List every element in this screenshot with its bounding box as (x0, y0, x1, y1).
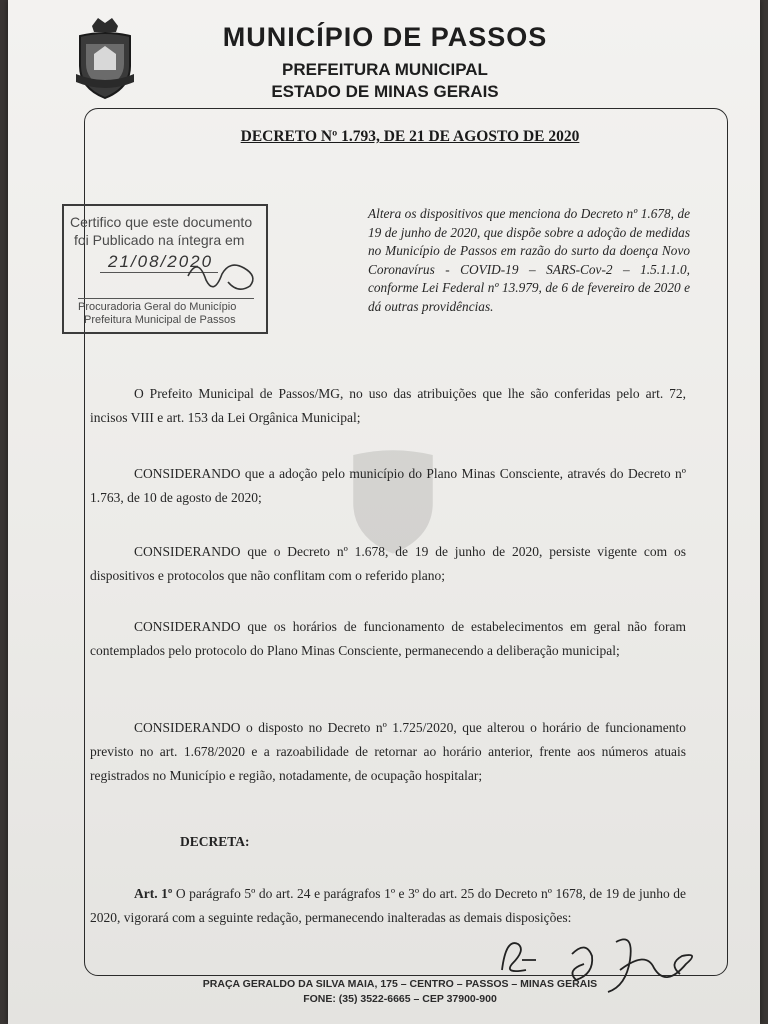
municipality-name: MUNICÍPIO DE PASSOS (222, 22, 548, 52)
footer-phone: FONE: (35) 3522-6665 – CEP 37900-900 (303, 993, 497, 1005)
decree-summary: Altera os dispositivos que menciona do Decreto nº 1.678, de 19 de junho de 2020, que dispõe sobre a adoção de medidas no Município de Passos em razão do surto da doença Novo Coronavírus - COVID-19 – SARS-Cov-2 – 1.5.1.1.0, conforme Lei Federal nº 13.979, de 6 de fevereiro de 2020 e dá outras providências. (368, 206, 690, 314)
considerando-3-text: CONSIDERANDO que os horários de funcionamento de estabelecimentos em geral não foram contemplados pelo protocolo do Plano Minas Consciente, permanecendo a deliberação municipal; (90, 619, 686, 658)
decree-title: DECRETO Nº 1.793, DE 21 DE AGOSTO DE 2020 (240, 128, 580, 145)
decreta-heading: DECRETA: (180, 834, 250, 849)
footer-address: PRAÇA GERALDO DA SILVA MAIA, 175 – CENTRO – PASSOS – MINAS GERAIS (202, 978, 598, 990)
considerando-1-text: CONSIDERANDO que a adoção pelo município do Plano Minas Consciente, através do Decreto nº 1.763, de 10 de agosto de 2020; (90, 466, 686, 505)
stamp-signature-icon (184, 246, 264, 296)
state-label: ESTADO DE MINAS GERAIS (271, 82, 499, 101)
considerando-4 (90, 716, 686, 788)
considerando-3 (90, 615, 686, 663)
publication-stamp (62, 204, 268, 334)
article-1 (90, 882, 686, 930)
prefeitura-label: PREFEITURA MUNICIPAL (282, 60, 488, 79)
considerando-2 (90, 540, 686, 588)
preamble-paragraph (90, 382, 686, 430)
stamp-date: 21/08/2020 (108, 252, 214, 271)
stamp-line-2: foi Publicado na íntegra em (74, 232, 245, 248)
stamp-line-4: Prefeitura Municipal de Passos (84, 314, 236, 326)
municipal-crest-icon (72, 14, 138, 102)
considerando-2-text: CONSIDERANDO que o Decreto nº 1.678, de 19 de junho de 2020, persiste vigente com os dispositivos e protocolos que não conflitam com o referido plano; (90, 544, 686, 583)
preamble-text: O Prefeito Municipal de Passos/MG, no uso das atribuições que lhe são conferidas pelo art. 72, incisos VIII e art. 153 da Lei Orgânica Municipal; (90, 386, 686, 425)
article-1-label: Art. 1º (134, 886, 173, 901)
considerando-4-text: CONSIDERANDO o disposto no Decreto nº 1.725/2020, que alterou o horário de funcionamento previsto no art. 1.678/2020 e a razoabilidade de retornar ao horário anterior, frente aos números atuais registrados no Município e região, notadamente, de ocupação hospitalar; (90, 720, 686, 783)
considerando-1 (90, 462, 686, 510)
article-1-text: O parágrafo 5º do art. 24 e parágrafos 1º e 3º do art. 25 do Decreto nº 1678, de 19 de junho de 2020, vigorará com a seguinte redação, permanecendo inalteradas as demais disposições: (90, 886, 686, 925)
stamp-line-3: Procuradoria Geral do Município (78, 298, 254, 313)
stamp-line-1: Certifico que este documento (70, 214, 253, 230)
